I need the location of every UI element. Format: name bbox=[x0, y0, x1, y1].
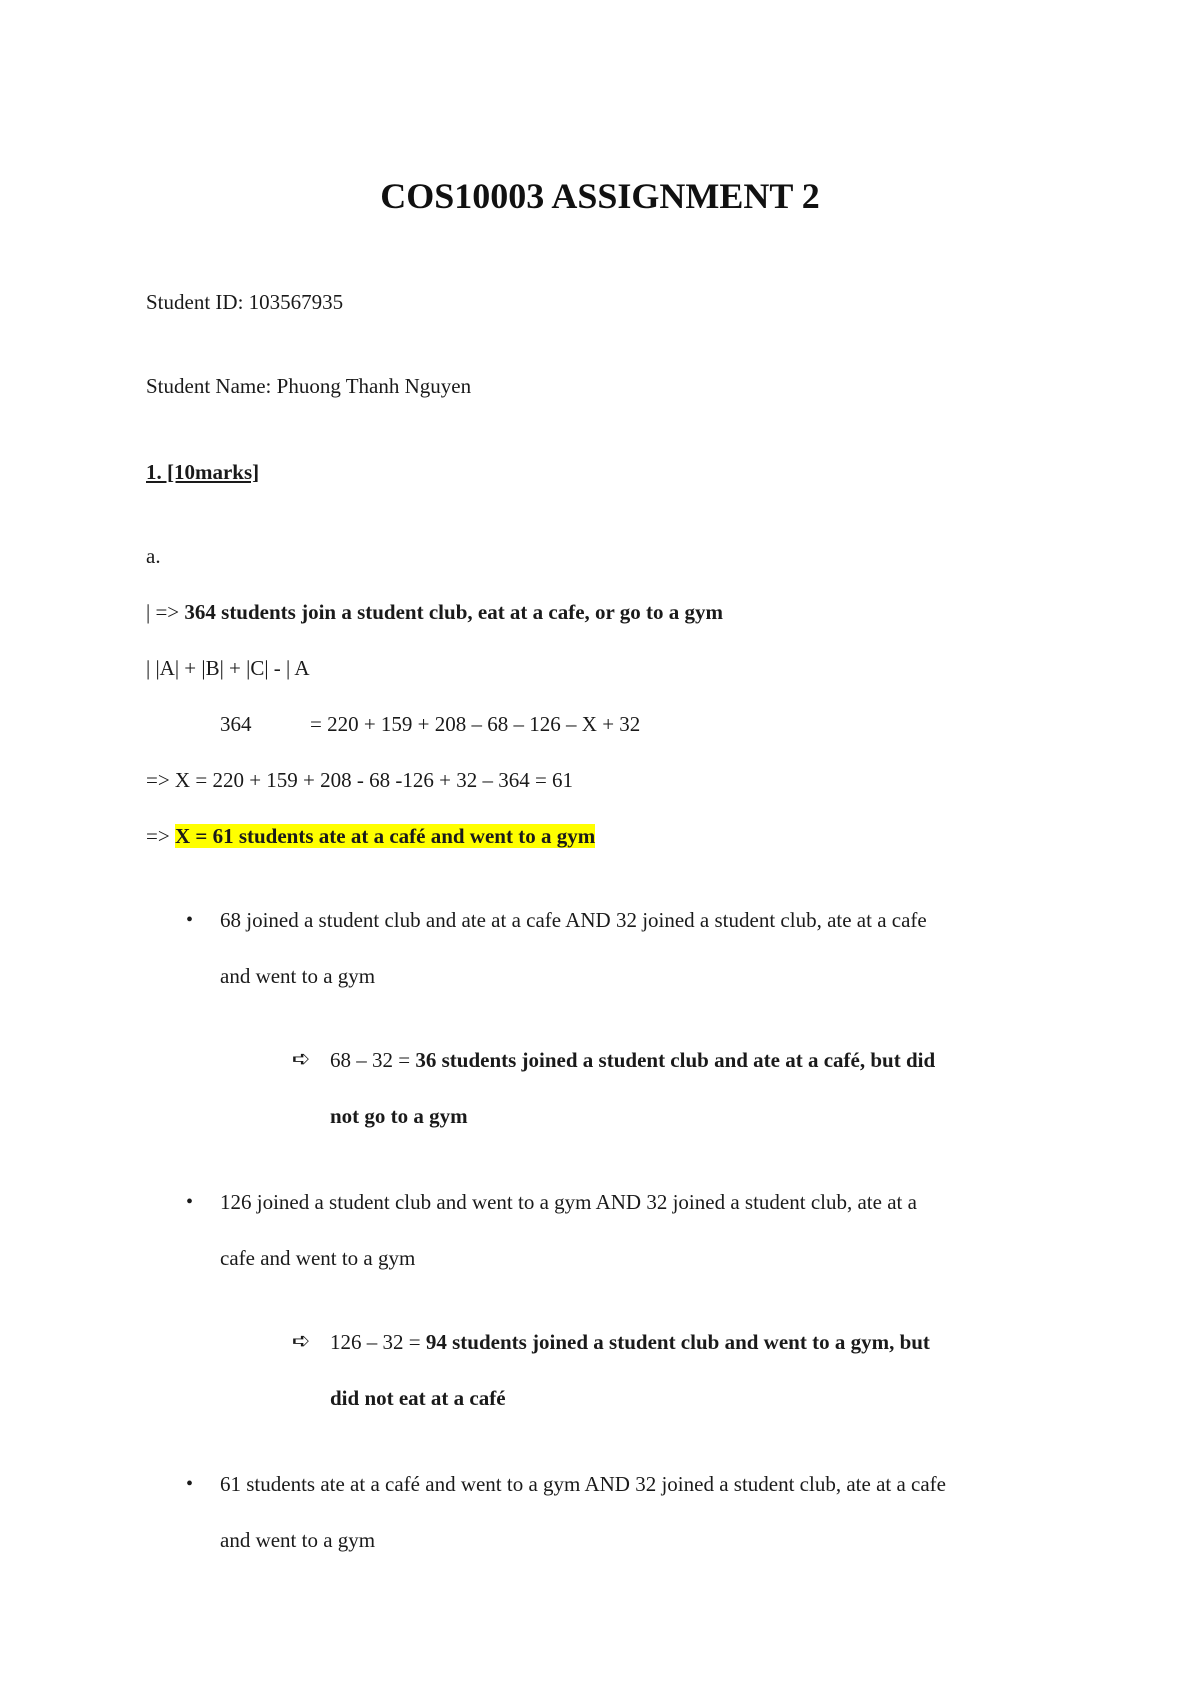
bullet-1-line-2: and went to a gym bbox=[220, 964, 376, 988]
bullet-1-line-1: 68 joined a student club and ate at a cafe AND 32 joined a student club, ate at a cafe bbox=[220, 908, 927, 932]
bullet-2-arrow-prefix: 126 – 32 = bbox=[330, 1330, 426, 1354]
bullet-1-arrow-prefix: 68 – 32 = bbox=[330, 1048, 416, 1072]
equation-rhs: = 220 + 159 + 208 – 68 – 126 – X + 32 bbox=[310, 712, 641, 736]
bullet-2-arrow-line-1 bbox=[330, 1328, 930, 1356]
solve-line: => X = 220 + 159 + 208 - 68 -126 + 32 – 364 = 61 bbox=[146, 768, 574, 792]
bullet-2-line-1: 126 joined a student club and went to a gym AND 32 joined a student club, ate at a bbox=[220, 1190, 917, 1214]
bullet-1-arrow-line-2: not go to a gym bbox=[330, 1104, 468, 1128]
arrow-icon: ➪ bbox=[292, 1047, 311, 1072]
equation-lhs: 364 bbox=[220, 712, 252, 736]
document-title: COS10003 ASSIGNMENT 2 bbox=[380, 176, 820, 216]
total-line-statement: 364 students join a student club, eat at a cafe, or go to a gym bbox=[184, 600, 723, 624]
total-line bbox=[146, 598, 723, 626]
bullet-3-line-2: and went to a gym bbox=[220, 1528, 376, 1552]
bullet-2-line-2: cafe and went to a gym bbox=[220, 1246, 416, 1270]
bullet-3-line-1: 61 students ate at a café and went to a gym AND 32 joined a student club, ate at a cafe bbox=[220, 1472, 946, 1496]
result-highlight: X = 61 students ate at a café and went to a gym bbox=[174, 824, 596, 848]
bullet-icon: • bbox=[186, 1473, 194, 1495]
bullet-2-arrow-statement: 94 students joined a student club and went to a gym, but bbox=[425, 1330, 930, 1354]
total-line-prefix: | => bbox=[146, 600, 185, 624]
student-name: Student Name: Phuong Thanh Nguyen bbox=[146, 374, 472, 398]
section-1-heading: 1. [10marks] bbox=[146, 460, 260, 484]
part-a-label: a. bbox=[146, 544, 161, 568]
bullet-1-arrow-statement: 36 students joined a student club and ate at a café, but did bbox=[415, 1048, 936, 1072]
result-prefix: => bbox=[146, 824, 175, 848]
bullet-2-arrow-line-2: did not eat at a café bbox=[330, 1386, 506, 1410]
result-line bbox=[146, 822, 595, 850]
bullet-icon: • bbox=[186, 909, 194, 931]
bullet-1-arrow-line-1 bbox=[330, 1046, 935, 1074]
bullet-icon: • bbox=[186, 1191, 194, 1213]
formula-line: | |A| + |B| + |C| - | A bbox=[146, 656, 310, 680]
arrow-icon: ➪ bbox=[292, 1329, 311, 1354]
student-id: Student ID: 103567935 bbox=[146, 290, 344, 314]
